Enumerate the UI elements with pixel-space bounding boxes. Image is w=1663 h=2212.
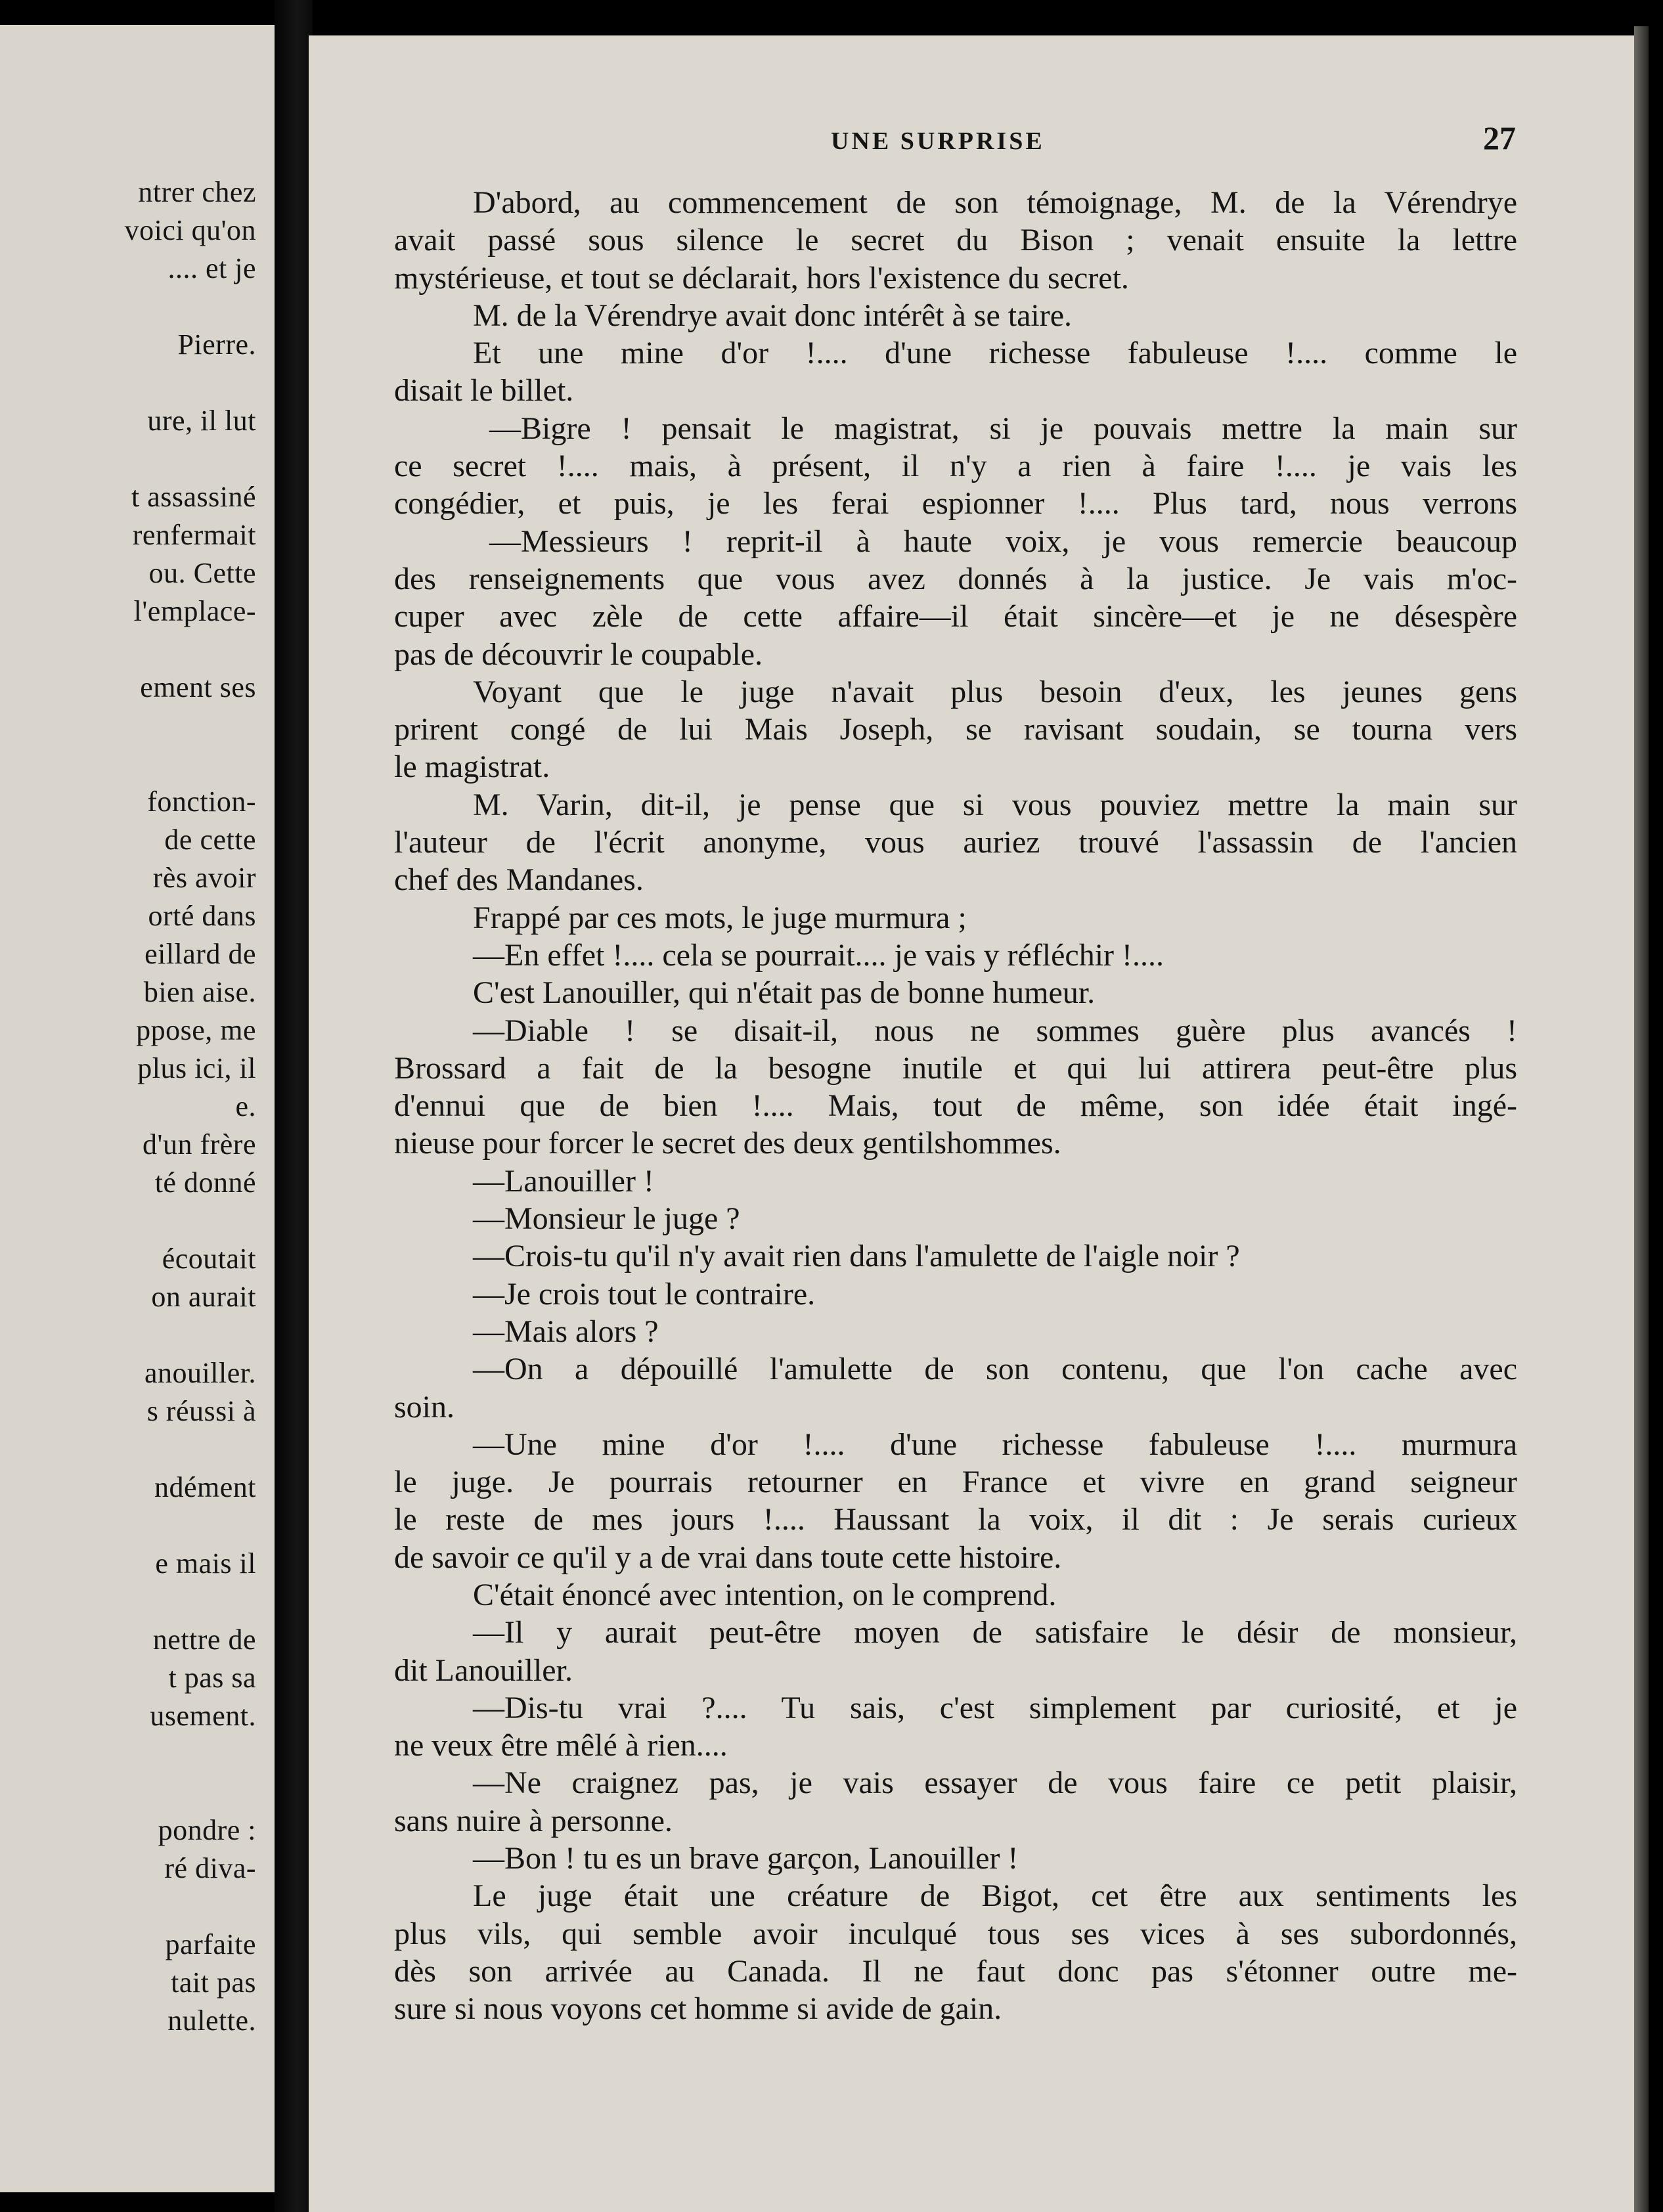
- previous-page-line: de cette: [164, 824, 256, 856]
- previous-page-line: t assassiné: [131, 481, 256, 513]
- text-line: —Ne craignez pas, je vais essayer de vous faire ce petit plaisir,: [473, 1765, 1517, 1801]
- text-line: Brossard a fait de la besogne inutile et qui lui attirera peut-être plus: [394, 1050, 1517, 1086]
- text-line: des renseignements que vous avez donnés à la justice. Je vais m'oc-: [394, 561, 1517, 596]
- text-line: —Messieurs ! reprit-il à haute voix, je vous remercie beaucoup: [489, 523, 1517, 559]
- previous-page-line: orté dans: [148, 900, 256, 932]
- previous-page-line: .... et je: [167, 252, 256, 284]
- text-line: de savoir ce qu'il y a de vrai dans toute cette histoire.: [394, 1539, 1062, 1575]
- previous-page-line: voici qu'on: [124, 214, 256, 246]
- text-line: le magistrat.: [394, 749, 550, 785]
- previous-page-line: s réussi à: [146, 1395, 256, 1427]
- text-line: le juge. Je pourrais retourner en France et vivre en grand seigneur: [394, 1465, 1517, 1500]
- text-line: d'ennui que de bien !.... Mais, tout de même, son idée était ingé-: [394, 1088, 1517, 1124]
- previous-page: [0, 25, 275, 2192]
- previous-page-line: plus ici, il: [137, 1052, 256, 1084]
- text-line: —On a dépouillé l'amulette de son contenu, que l'on cache avec: [473, 1352, 1517, 1387]
- text-line: D'abord, au commencement de son témoignage, M. de la Vérendrye: [473, 185, 1517, 220]
- previous-page-line: rès avoir: [152, 862, 256, 894]
- book-gutter: [275, 0, 313, 2212]
- text-line: sans nuire à personne.: [394, 1803, 673, 1838]
- previous-page-line: renfermait: [132, 519, 256, 551]
- text-line: —Mais alors ?: [473, 1314, 659, 1349]
- previous-page-line: ré diva-: [164, 1852, 256, 1884]
- text-line: —Une mine d'or !.... d'une richesse fabuleuse !.... murmura: [473, 1427, 1517, 1462]
- text-line: Frappé par ces mots, le juge murmura ;: [473, 900, 967, 935]
- text-line: Et une mine d'or !.... d'une richesse fabuleuse !.... comme le: [473, 336, 1517, 371]
- text-line: prirent congé de lui Mais Joseph, se ravisant soudain, se tourna vers: [394, 712, 1517, 747]
- previous-page-line: nettre de: [152, 1624, 256, 1656]
- text-line: chef des Mandanes.: [394, 862, 644, 898]
- previous-page-line: bien aise.: [143, 976, 256, 1008]
- previous-page-line: écoutait: [162, 1243, 256, 1275]
- previous-page-line: ppose, me: [136, 1014, 256, 1046]
- text-line: —Diable ! se disait-il, nous ne sommes guère plus avancés !: [473, 1013, 1517, 1048]
- previous-page-text: [0, 25, 275, 2192]
- previous-page-line: ure, il lut: [147, 405, 256, 437]
- text-line: —Bon ! tu es un brave garçon, Lanouiller !: [473, 1841, 1019, 1876]
- previous-page-line: anouiller.: [144, 1357, 256, 1389]
- previous-page-line: nulette.: [167, 2004, 256, 2037]
- previous-page-line: e mais il: [155, 1547, 256, 1580]
- previous-page-line: d'un frère: [143, 1128, 256, 1161]
- previous-page-line: parfaite: [165, 1928, 256, 1960]
- text-line: C'est Lanouiller, qui n'était pas de bonne humeur.: [473, 975, 1096, 1011]
- text-line: soin.: [394, 1389, 455, 1425]
- previous-page-line: pondre :: [158, 1814, 256, 1846]
- text-line: ne veux être mêlé à rien....: [394, 1728, 728, 1763]
- previous-page-line: on aurait: [151, 1281, 256, 1313]
- text-line: ce secret !.... mais, à présent, il n'y a rien à faire !.... je vais les: [394, 449, 1517, 484]
- text-line: l'auteur de l'écrit anonyme, vous auriez trouvé l'assassin de l'ancien: [394, 825, 1517, 860]
- text-line: dit Lanouiller.: [394, 1652, 573, 1688]
- text-line: —Il y aurait peut-être moyen de satisfaire le désir de monsieur,: [473, 1615, 1517, 1650]
- previous-page-line: ement ses: [140, 671, 256, 703]
- text-line: —Bigre ! pensait le magistrat, si je pouvais mettre la main sur: [489, 410, 1517, 446]
- previous-page-line: fonction-: [147, 785, 256, 818]
- text-line: Le juge était une créature de Bigot, cet être aux sentiments les: [473, 1878, 1517, 1914]
- running-head-title: UNE SURPRISE: [831, 127, 1045, 155]
- previous-page-line: usement.: [150, 1700, 256, 1732]
- previous-page-line: tait pas: [171, 1966, 256, 1999]
- text-line: Voyant que le juge n'avait plus besoin d'eux, les jeunes gens: [473, 674, 1517, 709]
- text-line: —Crois-tu qu'il n'y avait rien dans l'amulette de l'aigle noir ?: [473, 1239, 1240, 1274]
- text-line: nieuse pour forcer le secret des deux gentilshommes.: [394, 1126, 1061, 1161]
- text-line: —Je crois tout le contraire.: [473, 1276, 816, 1312]
- text-line: —Lanouiller !: [473, 1163, 654, 1199]
- previous-page-line: Pierre.: [177, 328, 256, 361]
- previous-page-line: té donné: [154, 1166, 256, 1199]
- text-line: —Dis-tu vrai ?.... Tu sais, c'est simplement par curiosité, et je: [473, 1690, 1517, 1725]
- text-line: cuper avec zèle de cette affaire—il était sincère—et je ne désespère: [394, 599, 1517, 634]
- text-line: mystérieuse, et tout se déclarait, hors l'existence du secret.: [394, 260, 1129, 296]
- page-edge-shadow: [1634, 26, 1649, 2212]
- previous-page-line: ndément: [154, 1471, 256, 1503]
- text-line: C'était énoncé avec intention, on le comprend.: [473, 1577, 1057, 1612]
- text-line: —Monsieur le juge ?: [473, 1201, 740, 1237]
- text-line: M. Varin, dit-il, je pense que si vous pouviez mettre la main sur: [473, 787, 1517, 822]
- text-line: M. de la Vérendrye avait donc intérêt à se taire.: [473, 298, 1073, 333]
- previous-page-line: t pas sa: [168, 1662, 256, 1694]
- text-line: pas de découvrir le coupable.: [394, 636, 763, 672]
- text-line: —En effet !.... cela se pourrait.... je vais y réfléchir !....: [473, 937, 1164, 973]
- page-number: 27: [1483, 120, 1516, 156]
- page-body-text: [394, 184, 1517, 2028]
- previous-page-line: ntrer chez: [138, 176, 256, 208]
- previous-page-line: ou. Cette: [148, 557, 256, 589]
- text-line: plus vils, qui semble avoir inculqué tous ses vices à ses subordonnés,: [394, 1916, 1517, 1951]
- text-line: sure si nous voyons cet homme si avide de gain.: [394, 1991, 1002, 2027]
- text-line: congédier, et puis, je les ferai espionner !.... Plus tard, nous verrons: [394, 486, 1517, 521]
- previous-page-line: e.: [235, 1090, 256, 1122]
- previous-page-line: eillard de: [144, 938, 256, 970]
- text-line: disait le billet.: [394, 373, 574, 409]
- text-line: avait passé sous silence le secret du Bison ; venait ensuite la lettre: [394, 223, 1517, 258]
- text-line: dès son arrivée au Canada. Il ne faut donc pas s'étonner outre me-: [394, 1953, 1517, 1989]
- text-line: le reste de mes jours !.... Haussant la voix, il dit : Je serais curieux: [394, 1502, 1517, 1537]
- previous-page-line: l'emplace-: [133, 595, 256, 627]
